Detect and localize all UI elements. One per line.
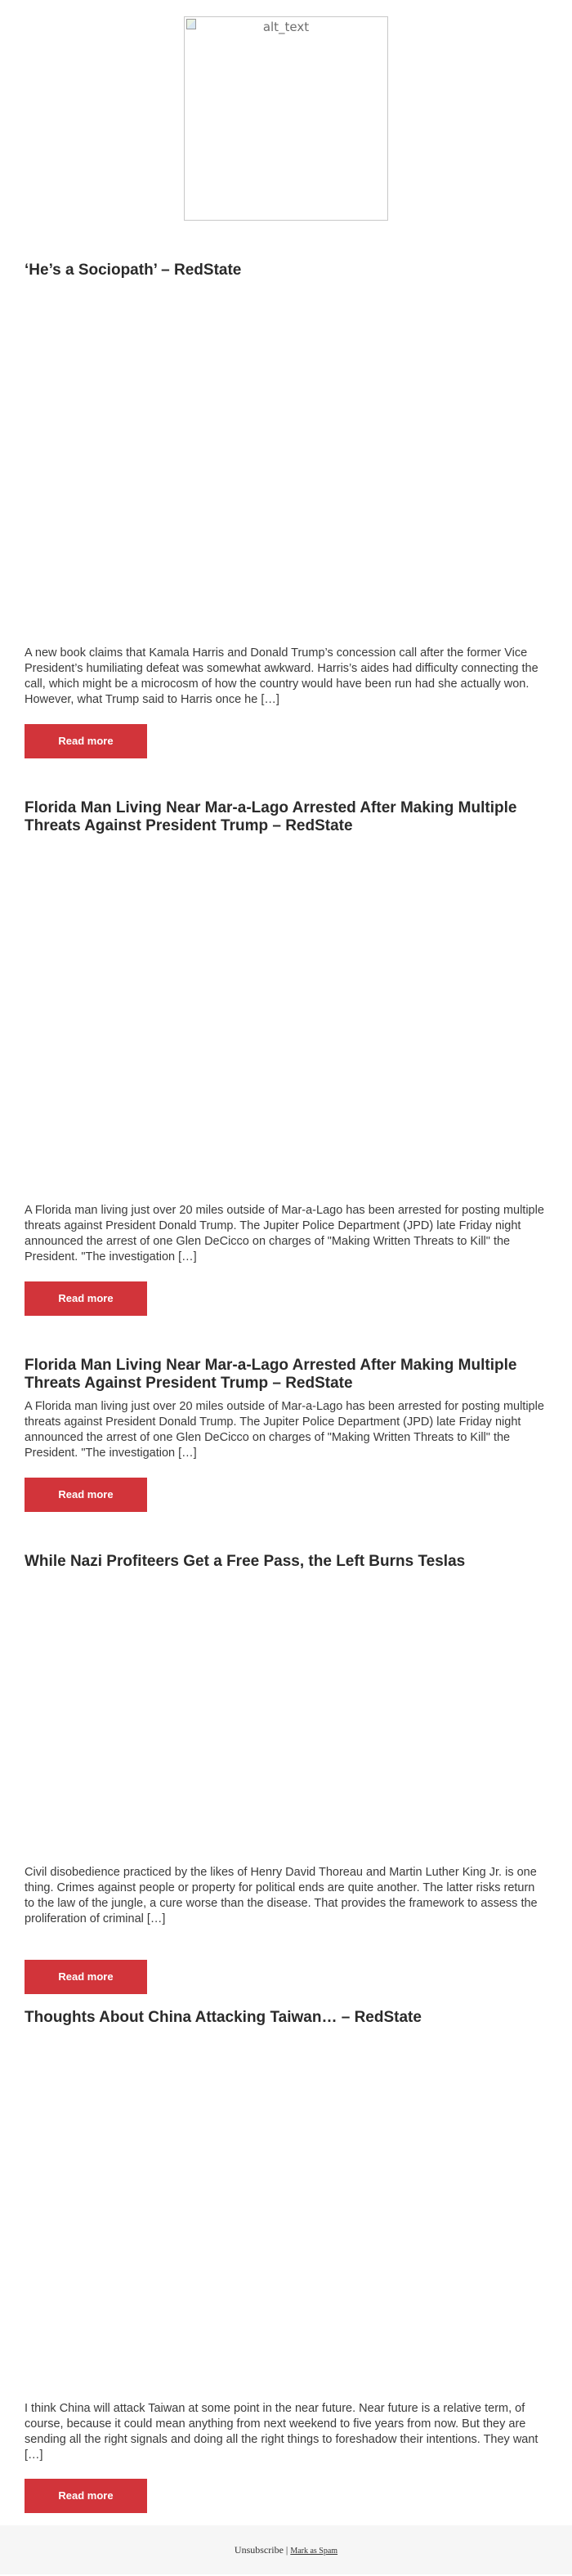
read-more-button[interactable]: Read more: [25, 1281, 147, 1316]
read-more-button[interactable]: Read more: [25, 724, 147, 758]
article-excerpt: A Florida man living just over 20 miles outside of Mar-a-Lago has been arrested for posting multiple threats against President Donald Trump. The Jupiter Police Department (JPD) late Friday night announced the arrest of one Glen DeCicco on charges of "Making Written Threats to Kill" the President. "The investigation […]: [25, 1204, 544, 1263]
article-card: [25, 2009, 547, 2502]
unsubscribe-link[interactable]: Unsubscribe: [234, 2544, 284, 2556]
article-title: Thoughts About China Attacking Taiwan… – RedState: [25, 2009, 422, 2026]
article-title: While Nazi Profiteers Get a Free Pass, the Left Burns Teslas: [25, 1553, 466, 1570]
article-card: [25, 1553, 547, 1983]
header-image: [184, 16, 388, 221]
article-excerpt: I think China will attack Taiwan at some point in the near future. Near future is a relative term, of course, because it could mean anything from next weekend to five years from now. But they are sending all the right signals and doing all the right things to foreshadow their intentions. They want […]: [25, 2402, 538, 2462]
article-card: [25, 1357, 547, 1500]
read-more-button[interactable]: Read more: [25, 2479, 147, 2513]
article-title: Florida Man Living Near Mar-a-Lago Arrested After Making Multiple Threats Against President Trump – RedState: [25, 1357, 517, 1392]
header-image-alt-text: alt_text: [262, 20, 310, 34]
article-title: Florida Man Living Near Mar-a-Lago Arrested After Making Multiple Threats Against President Trump – RedState: [25, 799, 517, 834]
article-title: ‘He’s a Sociopath’ – RedState: [25, 262, 242, 279]
footer: [0, 2525, 572, 2574]
mark-as-spam-link[interactable]: Mark as Spam: [290, 2547, 338, 2556]
article-excerpt: Civil disobedience practiced by the likes of Henry David Thoreau and Martin Luther King Jr. is one thing. Crimes against people or property for political ends are quite another. The latter risks return to the law of the jungle, a cure worse than the disease. That provides the framework to assess the proliferation of criminal […]: [25, 1866, 538, 1925]
article-excerpt: A new book claims that Kamala Harris and Donald Trump’s concession call after the former Vice President’s humiliating defeat was somewhat awkward. Harris’s aides had difficulty connecting the call, which might be a microcosm of how the country would have been run had she actually won. However, what Trump said to Harris once he […]: [25, 646, 538, 706]
read-more-button[interactable]: Read more: [25, 1960, 147, 1994]
read-more-button[interactable]: Read more: [25, 1478, 147, 1512]
footer-separator: |: [285, 2544, 288, 2556]
article-excerpt: A Florida man living just over 20 miles outside of Mar-a-Lago has been arrested for posting multiple threats against President Donald Trump. The Jupiter Police Department (JPD) late Friday night announced the arrest of one Glen DeCicco on charges of "Making Written Threats to Kill" the President. "The investigation […]: [25, 1400, 544, 1460]
article-card: [25, 799, 547, 1304]
article-card: [25, 262, 547, 747]
